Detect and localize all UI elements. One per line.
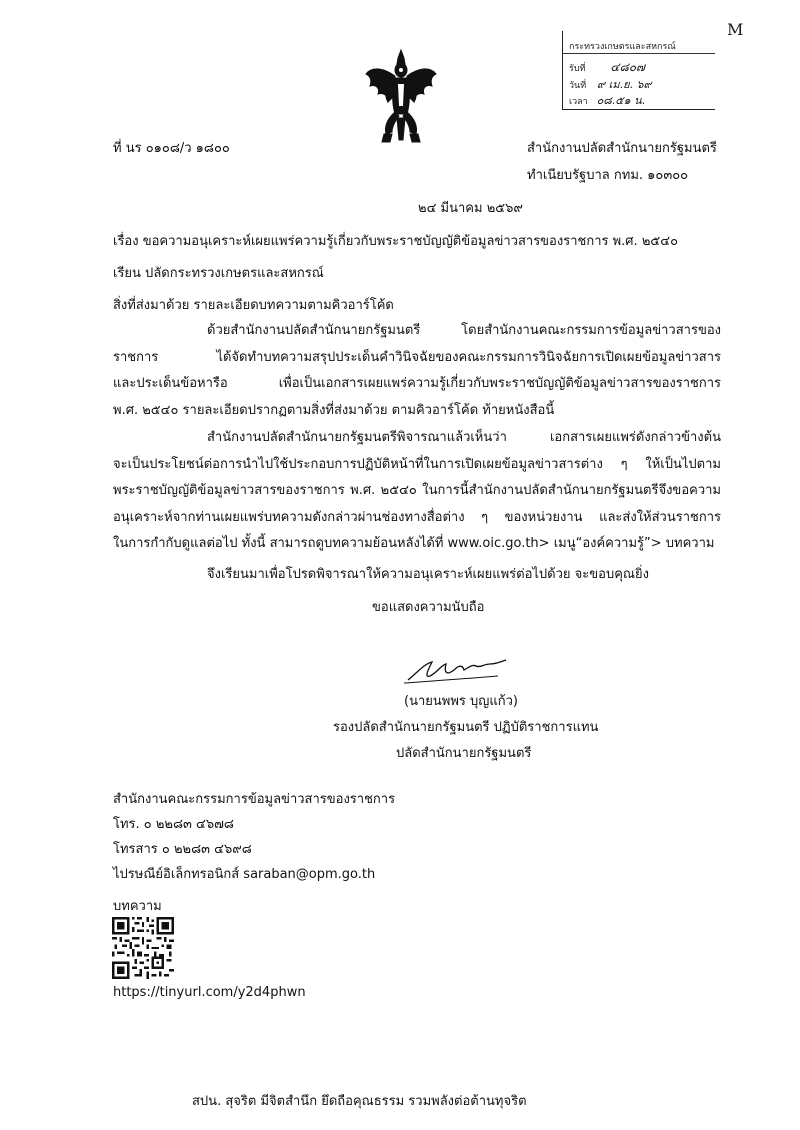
contact-office: สำนักงานคณะกรรมการข้อมูลข่าวสารของราชการ bbox=[113, 792, 396, 807]
signer-name: (นายนพพร บุญแก้ว) bbox=[404, 694, 518, 709]
stamp-date-value: ๙ เม.ย. ๖๙ bbox=[597, 78, 652, 91]
paragraph-line: พ.ศ. ๒๕๔๐ รายละเอียดปรากฏตามสิ่งที่ส่งมาด้วย ตามคิวอาร์โค้ด ท้ายหนังสือนี้ bbox=[113, 402, 555, 418]
body-paragraph-1 bbox=[113, 318, 721, 424]
qr-code[interactable] bbox=[112, 917, 174, 979]
stamp-number-value: ๔๘๐๗ bbox=[610, 60, 646, 74]
signer-position-2: ปลัดสำนักนายกรัฐมนตรี bbox=[396, 746, 532, 761]
stamp-date-label: วันที่ bbox=[569, 81, 587, 91]
salutation-line: เรียน ปลัดกระทรวงเกษตรและสหกรณ์ bbox=[113, 266, 324, 281]
article-label: บทความ bbox=[113, 899, 162, 914]
signer-position: รองปลัดสำนักนายกรัฐมนตรี ปฏิบัติราชการแทน bbox=[333, 720, 599, 735]
contact-email: ไปรษณีย์อิเล็กทรอนิกส์ saraban@opm.go.th bbox=[113, 867, 376, 882]
sender-address: ทำเนียบรัฐบาล กทม. ๑๐๓๐๐ bbox=[527, 168, 689, 183]
paragraph-line: จะเป็นประโยชน์ต่อการนำไปใช้ประกอบการปฏิบัติหน้าที่ในการเปิดเผยข้อมูลข่าวสารต่าง ๆ ให้เป็นไปตาม bbox=[113, 456, 721, 472]
receiving-stamp bbox=[562, 31, 715, 110]
document-date: ๒๔ มีนาคม ๒๕๖๙ bbox=[418, 201, 523, 216]
enclosure-line: สิ่งที่ส่งมาด้วย รายละเอียดบทความตามคิวอาร์โค้ด bbox=[113, 298, 394, 313]
paragraph-line: และประเด็นข้อหารือ เพื่อเป็นเอกสารเผยแพร่ความรู้เกี่ยวกับพระราชบัญญัติข้อมูลข่าวสารของราชการ bbox=[113, 376, 721, 391]
paragraph-line: สำนักงานปลัดสำนักนายกรัฐมนตรีพิจารณาแล้วเห็นว่า เอกสารเผยแพร่ดังกล่าวข้างต้น bbox=[207, 430, 721, 445]
sender-office: สำนักงานปลัดสำนักนายกรัฐมนตรี bbox=[527, 141, 717, 156]
closing-phrase: ขอแสดงความนับถือ bbox=[372, 600, 485, 615]
corner-mark: M bbox=[727, 20, 744, 39]
stamp-time-label: เวลา bbox=[569, 97, 588, 107]
stamp-org: กระทรวงเกษตรและสหกรณ์ bbox=[569, 42, 676, 52]
signature bbox=[402, 652, 512, 688]
paragraph-line: ในการกำกับดูแลต่อไป ทั้งนี้ สามารถดูบทความย้อนหลังได้ที่ www.oic.go.th> เมนู“องค์ความรู้”> บทความ bbox=[113, 536, 715, 551]
paragraph-line: อนุเคราะห์จากท่านเผยแพร่บทความดังกล่าวผ่านช่องทางสื่อต่าง ๆ ของหน่วยงาน และส่งให้ส่วนราชการ bbox=[113, 509, 721, 525]
paragraph-line: พระราชบัญญัติข้อมูลข่าวสารของราชการ พ.ศ. ๒๕๔๐ ในการนี้สำนักงานปลัดสำนักนายกรัฐมนตรีจึงขอความ bbox=[113, 483, 721, 498]
paragraph-line: ด้วยสำนักงานปลัดสำนักนายกรัฐมนตรี โดยสำนักงานคณะกรรมการข้อมูลข่าวสารของ bbox=[207, 323, 721, 338]
contact-fax: โทรสาร ๐ ๒๒๘๓ ๔๖๙๘ bbox=[113, 842, 252, 857]
paragraph-line: ราชการ ได้จัดทำบทความสรุปประเด็นคำวินิจฉัยของคณะกรรมการวินิจฉัยการเปิดเผยข้อมูลข่าวสาร bbox=[113, 349, 721, 365]
article-url-link[interactable]: https://tinyurl.com/y2d4phwn bbox=[113, 985, 306, 1000]
stamp-time-value: ๐๘.๕๑ น. bbox=[596, 94, 646, 107]
subject-line: เรื่อง ขอความอนุเคราะห์เผยแพร่ความรู้เกี่ยวกับพระราชบัญญัติข้อมูลข่าวสารของราชการ พ.ศ. ๒๕๔๐ bbox=[113, 234, 679, 249]
garuda-emblem bbox=[362, 48, 440, 146]
footer-slogan: สปน. สุจริต มีจิตสำนึก ยึดถือคุณธรรม รวมพลังต่อต้านทุจริต bbox=[192, 1094, 527, 1109]
body-paragraph-2 bbox=[113, 425, 721, 558]
document-number: ที่ นร ๐๑๐๘/ว ๑๘๐๐ bbox=[113, 141, 230, 156]
body-paragraph-3: จึงเรียนมาเพื่อโปรดพิจารณาให้ความอนุเคราะห์เผยแพร่ต่อไปด้วย จะขอบคุณยิ่ง bbox=[207, 567, 649, 582]
stamp-number-label: รับที่ bbox=[569, 64, 586, 74]
contact-phone: โทร. ๐ ๒๒๘๓ ๔๖๗๘ bbox=[113, 817, 234, 832]
